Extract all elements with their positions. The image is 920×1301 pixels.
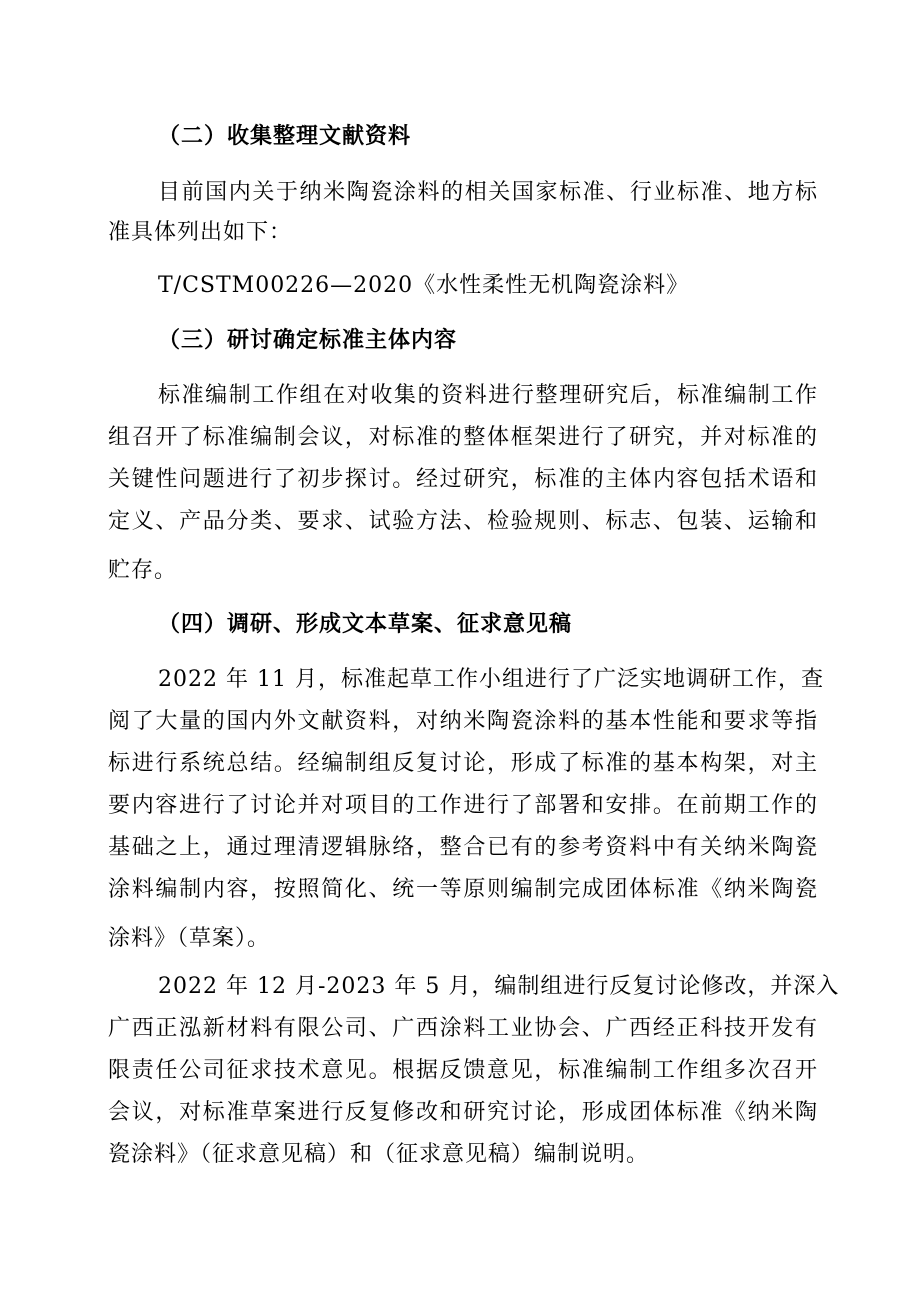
paragraph-line: 标准编制工作组在对收集的资料进行整理研究后，标准编制工作 [158,383,818,408]
paragraph-line: 限责任公司征求技术意见。根据反馈意见，标准编制工作组多次召开 [108,1058,818,1083]
standard-reference: T/CSTM00226—2020《水性柔性无机陶瓷涂料》 [158,273,690,298]
paragraph-line: 标进行系统总结。经编制组反复讨论，形成了标准的基本构架，对主 [108,751,818,776]
section-heading-3: （三）研讨确定标准主体内容 [158,328,458,353]
section-heading-2: （二）收集整理文献资料 [158,124,412,149]
paragraph-line: 准具体列出如下： [108,220,293,245]
paragraph-line: 组召开了标准编制会议，对标准的整体框架进行了研究，并对标准的 [108,425,818,450]
paragraph-line: 涂料编制内容，按照简化、统一等原则编制完成团体标准《纳米陶瓷 [108,877,818,902]
paragraph-line: 涂料》（草案）。 [108,926,271,951]
paragraph-line: 贮存。 [108,558,178,583]
paragraph-line: 定义、产品分类、要求、试验方法、检验规则、标志、包装、运输和 [108,509,818,534]
paragraph-line: 广西正泓新材料有限公司、广西涂料工业协会、广西经正科技开发有 [108,1016,818,1041]
paragraph-line: 基础之上，通过理清逻辑脉络，整合已有的参考资料中有关纳米陶瓷 [108,835,818,860]
paragraph-line: 阅了大量的国内外文献资料，对纳米陶瓷涂料的基本性能和要求等指 [108,709,818,734]
paragraph-line: 目前国内关于纳米陶瓷涂料的相关国家标准、行业标准、地方标 [158,180,818,205]
paragraph-line: 会议，对标准草案进行反复修改和研究讨论，形成团体标准《纳米陶 [108,1100,818,1125]
section-heading-4: （四）调研、形成文本草案、征求意见稿 [158,612,573,637]
paragraph-line: 2022 年 12 月-2023 年 5 月，编制组进行反复讨论修改，并深入 [158,974,840,999]
paragraph-line: 关键性问题进行了初步探讨。经过研究，标准的主体内容包括术语和 [108,467,818,492]
paragraph-line: 2022 年 11 月，标准起草工作小组进行了广泛实地调研工作，查 [158,667,824,692]
paragraph-line: 要内容进行了讨论并对项目的工作进行了部署和安排。在前期工作的 [108,793,818,818]
paragraph-line: 瓷涂料》（征求意见稿）和（征求意见稿）编制说明。 [108,1142,650,1167]
